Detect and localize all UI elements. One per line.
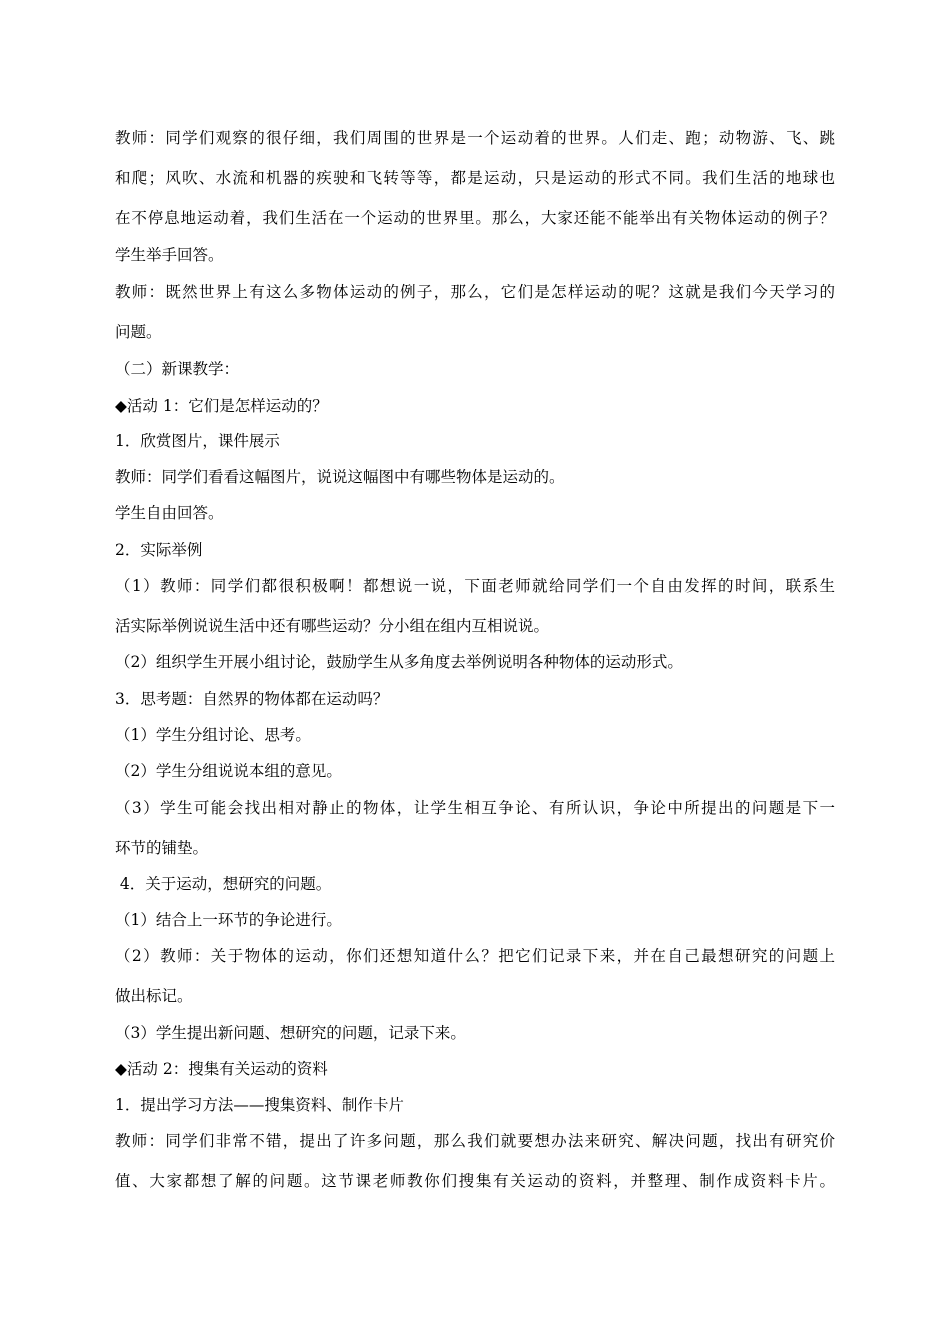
text-line: 教师：同学们非常不错，提出了许多问题，那么我们就要想办法来研究、解决问题，找出有研究价 <box>115 1132 835 1150</box>
text-line: （2）组织学生开展小组讨论，鼓励学生从多角度去举例说明各种物体的运动形式。 <box>115 653 683 671</box>
text-line: （1）教师：同学们都很积极啊！都想说一说，下面老师就给同学们一个自由发挥的时间，联系生 <box>115 577 835 595</box>
text-line: 教师：同学们观察的很仔细，我们周围的世界是一个运动着的世界。人们走、跑；动物游、飞、跳 <box>115 129 835 147</box>
text-line: （2）教师：关于物体的运动，你们还想知道什么？把它们记录下来，并在自己最想研究的问题上 <box>115 947 835 965</box>
activity-heading: ◆活动 2：搜集有关运动的资料 <box>115 1060 328 1078</box>
text-line: 学生举手回答。 <box>115 246 224 264</box>
text-line: 1．提出学习方法——搜集资料、制作卡片 <box>115 1096 404 1114</box>
activity-heading: ◆活动 1：它们是怎样运动的？ <box>115 397 328 415</box>
text-line: 3．思考题：自然界的物体都在运动吗？ <box>115 690 389 708</box>
text-line: 在不停息地运动着，我们生活在一个运动的世界里。那么，大家还能不能举出有关物体运动的例子？ <box>115 209 835 227</box>
text-line: 4．关于运动，想研究的问题。 <box>115 875 332 893</box>
text-line: 和爬；风吹、水流和机器的疾驶和飞转等等，都是运动，只是运动的形式不同。我们生活的地球也 <box>115 169 835 187</box>
text-line: （3）学生可能会找出相对静止的物体，让学生相互争论、有所认识，争论中所提出的问题是下一 <box>115 799 835 817</box>
text-line: （1）结合上一环节的争论进行。 <box>115 911 342 929</box>
text-line: （1）学生分组讨论、思考。 <box>115 726 311 744</box>
text-line: 活实际举例说说生活中还有哪些运动？分小组在组内互相说说。 <box>115 617 550 635</box>
text-line: 教师：同学们看看这幅图片，说说这幅图中有哪些物体是运动的。 <box>115 468 565 486</box>
text-line: 值、大家都想了解的问题。这节课老师教你们搜集有关运动的资料，并整理、制作成资料卡片。 <box>115 1172 835 1190</box>
text-line: 问题。 <box>115 323 162 341</box>
text-line: 2．实际举例 <box>115 541 203 559</box>
text-line: （3）学生提出新问题、想研究的问题，记录下来。 <box>115 1024 466 1042</box>
text-line: 教师：既然世界上有这么多物体运动的例子，那么，它们是怎样运动的呢？这就是我们今天学习的 <box>115 283 835 301</box>
text-line: （2）学生分组说说本组的意见。 <box>115 762 342 780</box>
text-line: 环节的铺垫。 <box>115 839 209 857</box>
text-line: 做出标记。 <box>115 987 193 1005</box>
text-line: 学生自由回答。 <box>115 504 224 522</box>
text-line: 1．欣赏图片，课件展示 <box>115 432 280 450</box>
section-heading: （二）新课教学： <box>115 360 240 378</box>
